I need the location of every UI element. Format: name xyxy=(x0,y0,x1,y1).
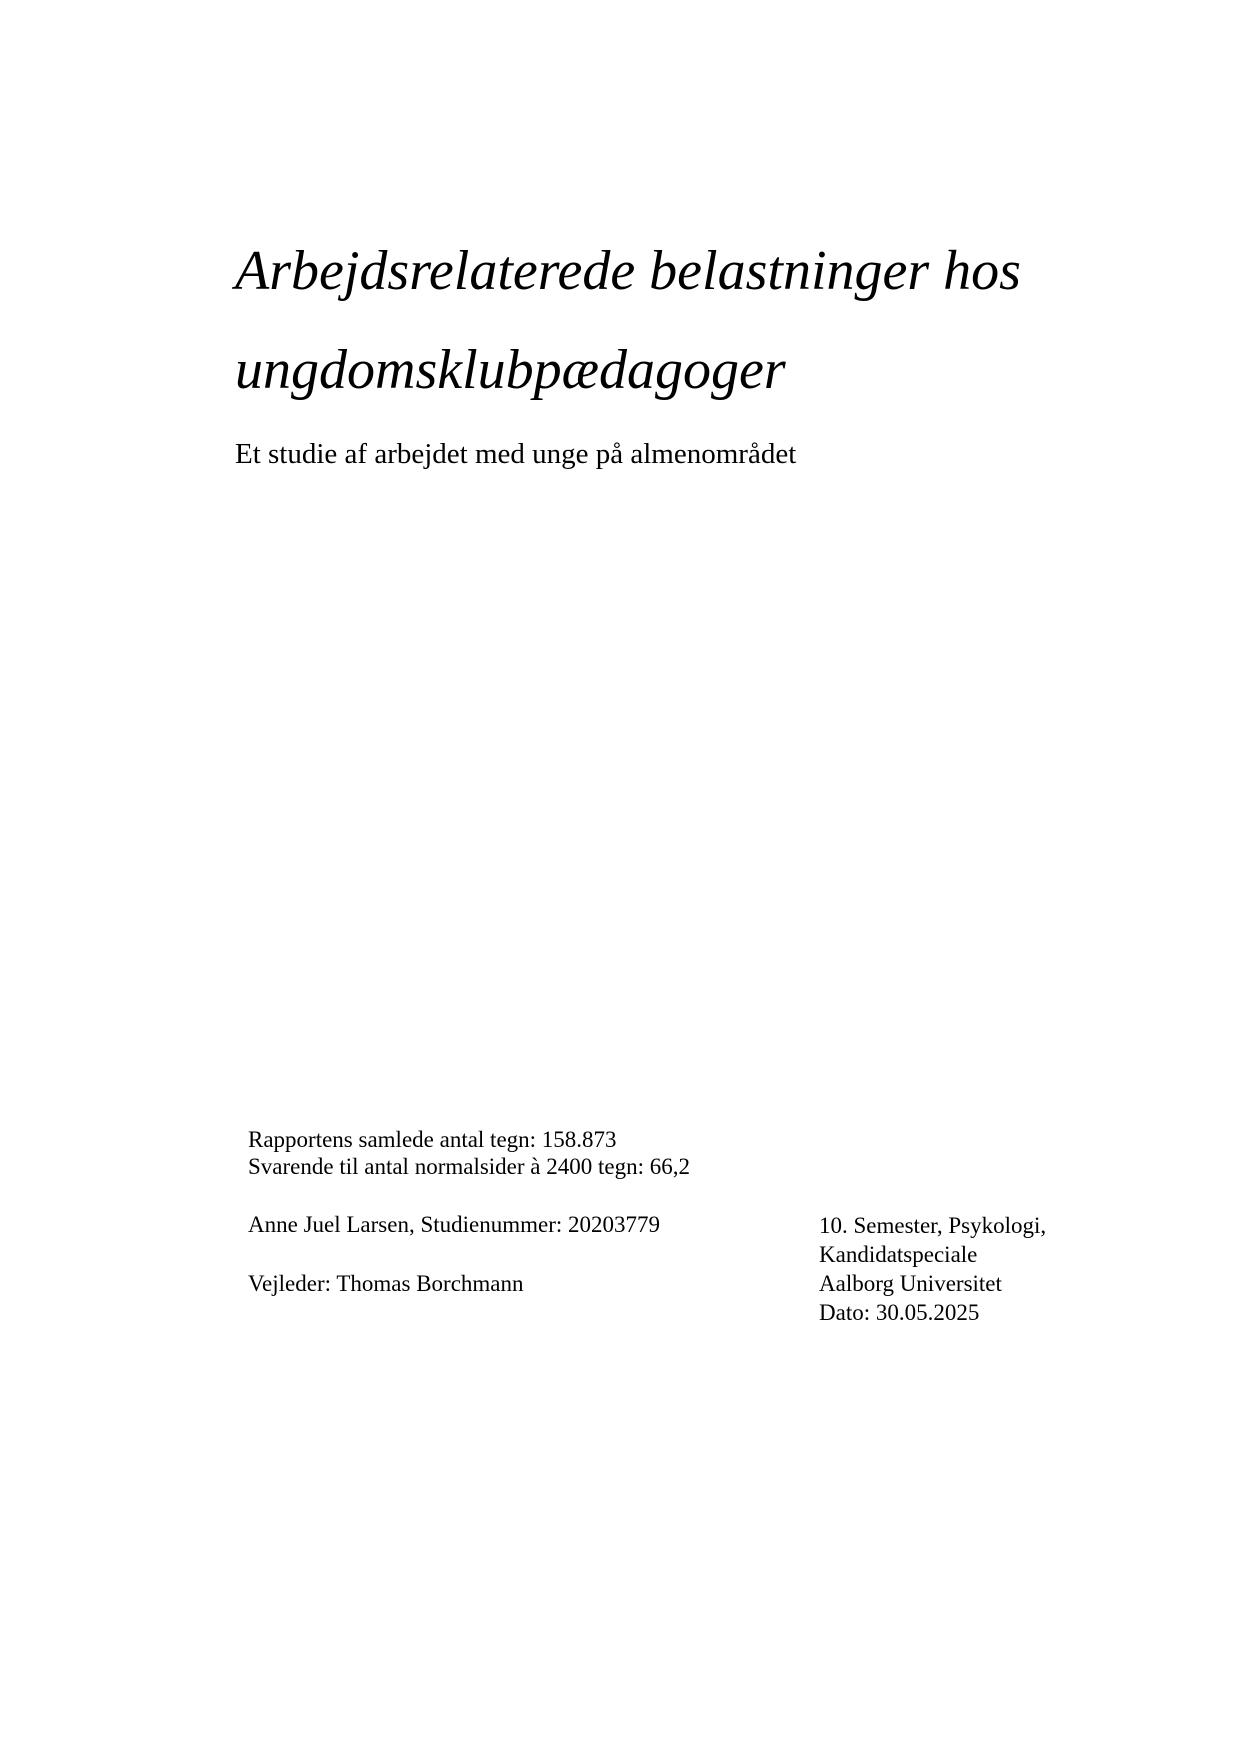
thesis-details-block xyxy=(819,1211,1046,1327)
supervisor: Vejleder: Thomas Borchmann xyxy=(248,1271,524,1296)
report-character-count: Rapportens samlede antal tegn: 158.873 xyxy=(248,1127,617,1152)
university-name: Aalborg Universitet xyxy=(819,1271,1002,1296)
author-student-number: Anne Juel Larsen, Studienummer: 20203779 xyxy=(248,1212,661,1237)
thesis-type: Kandidatspeciale xyxy=(819,1242,978,1267)
thesis-subtitle: Et studie af arbejdet med unge på almenområdet xyxy=(235,438,797,470)
thesis-title-line-2: ungdomsklubpædagoger xyxy=(235,339,786,401)
thesis-title-line-1: Arbejdsrelaterede belastninger hos xyxy=(235,240,1021,302)
submission-date: Dato: 30.05.2025 xyxy=(819,1300,980,1325)
semester-program: 10. Semester, Psykologi, xyxy=(819,1213,1047,1238)
normal-pages-count: Svarende til antal normalsider à 2400 tegn: 66,2 xyxy=(248,1154,690,1179)
